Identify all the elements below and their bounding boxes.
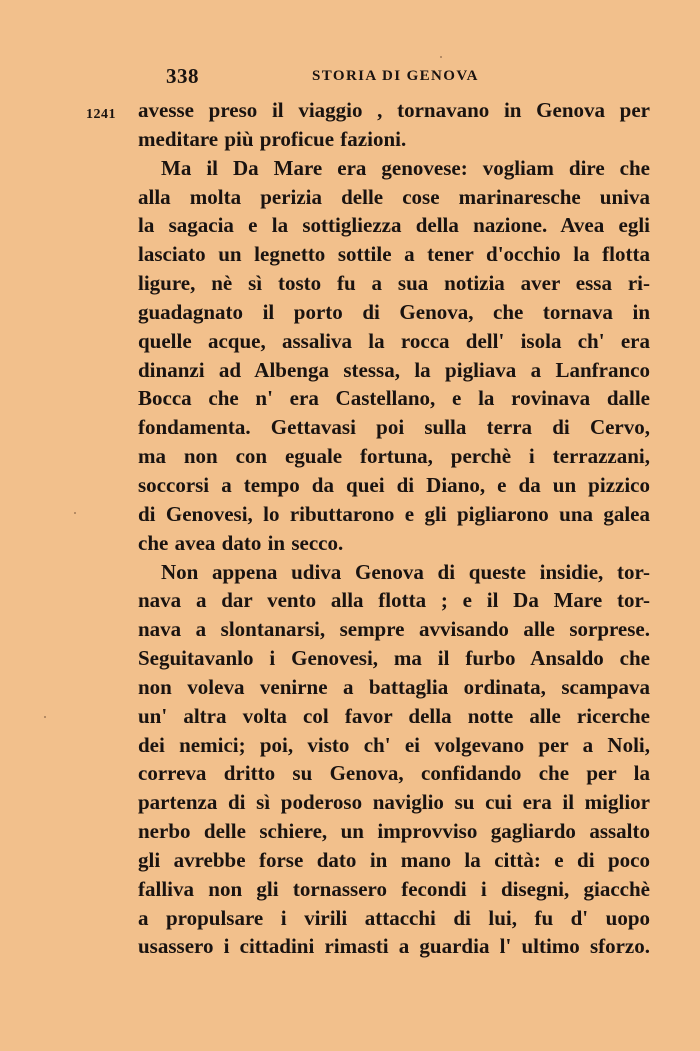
text-line: falliva non gli tornassero fecondi i disegni, giacchè	[138, 876, 650, 901]
text-line: dei nemici; poi, visto ch' ei volgevano per a Noli,	[138, 732, 650, 757]
text-line: lasciato un legnetto sottile a tener d'occhio la flotta	[138, 242, 650, 267]
text-line: Ma il Da Mare era genovese: vogliam dire che	[161, 155, 650, 180]
text-line: avesse preso il viaggio , tornavano in Genova per	[138, 98, 650, 122]
text-line: fondamenta. Gettavasi poi sulla terra di Cervo,	[138, 415, 650, 440]
text-line: nerbo delle schiere, un improvviso gagliardo assalto	[138, 819, 650, 844]
text-line: usassero i cittadini rimasti a guardia l' ultimo sforzo.	[138, 934, 650, 959]
text-line: correva dritto su Genova, confidando che per la	[138, 761, 650, 786]
text-line: di Genovesi, lo ributtarono e gli pigliarono una galea	[138, 501, 650, 526]
text-line: la sagacia e la sottigliezza della nazione. Avea egli	[138, 213, 650, 238]
text-line: Seguitavanlo i Genovesi, ma il furbo Ansaldo che	[138, 646, 650, 671]
text-line: dinanzi ad Albenga stessa, la pigliava a Lanfranco	[138, 357, 650, 382]
text-line: guadagnato il porto di Genova, che tornava in	[138, 299, 650, 324]
text-line: nava a slontanarsi, sempre avvisando alle sorprese.	[138, 617, 650, 642]
page-number: 338	[166, 64, 199, 88]
text-line: un' altra volta col favor della notte alle ricerche	[138, 703, 650, 728]
text-line: Bocca che n' era Castellano, e la rovinava dalle	[138, 386, 650, 411]
text-line: quelle acque, assaliva la rocca dell' isola ch' era	[138, 328, 650, 353]
text-line: a propulsare i virili attacchi di lui, fu d' uopo	[138, 905, 650, 930]
marginal-year-note: 1241	[86, 107, 116, 122]
running-title: STORIA DI GENOVA	[312, 68, 479, 84]
text-line: ligure, nè sì tosto fu a sua notizia aver essa ri-	[138, 271, 650, 296]
text-line: che avea dato in secco.	[138, 530, 344, 555]
text-line: meditare più proficue fazioni.	[138, 126, 407, 151]
body-text	[138, 96, 650, 961]
text-line: Non appena udiva Genova di queste insidie, tor-	[161, 559, 650, 584]
page-header	[166, 64, 486, 90]
text-line: ma non con eguale fortuna, perchè i terrazzani,	[138, 444, 650, 469]
text-line: partenza di sì poderoso naviglio su cui era il miglior	[138, 790, 650, 815]
paper-speck	[44, 716, 46, 718]
text-line: nava a dar vento alla flotta ; e il Da Mare tor-	[138, 588, 650, 613]
paper-speck	[74, 512, 76, 514]
text-line: gli avrebbe forse dato in mano la città: e di poco	[138, 847, 650, 872]
text-line: alla molta perizia delle cose marinaresche univa	[138, 184, 650, 209]
text-line: non voleva venirne a battaglia ordinata, scampava	[138, 674, 650, 699]
text-line: soccorsi a tempo da quei di Diano, e da un pizzico	[138, 472, 650, 497]
paper-speck	[440, 56, 442, 58]
